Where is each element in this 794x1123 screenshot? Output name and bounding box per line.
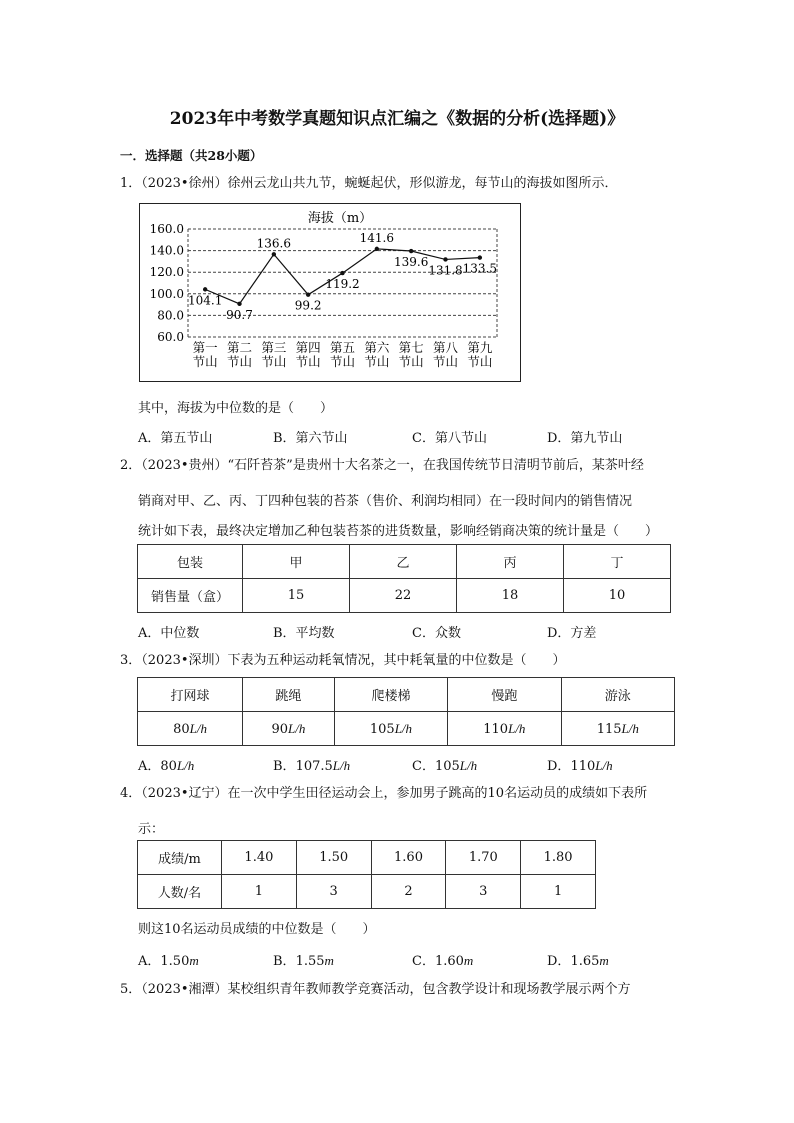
y-tick-label: 160.0	[149, 222, 184, 236]
data-point	[478, 255, 482, 259]
q1-option-d[interactable]: D．第九节山	[547, 431, 623, 446]
table-cell: 人数/名	[138, 875, 222, 909]
question-4-line-2: 示：	[138, 822, 165, 837]
q4-option-b[interactable]: B．1.55m	[273, 953, 334, 969]
q2-option-c[interactable]: C．众数	[412, 626, 461, 641]
data-label: 90.7	[226, 307, 253, 322]
data-label: 133.5	[462, 261, 498, 276]
question-2-line-3: 统计如下表，最终决定增加乙种包装苔茶的进货数量，影响经销商决策的统计量是（ ）	[138, 524, 659, 539]
question-2-line-1: 2．（2023•贵州）“石阡苔茶”是贵州十大名茶之一，在我国传统节日清明节前后，某茶叶经	[120, 458, 644, 473]
y-tick-label: 100.0	[149, 286, 184, 301]
x-tick-label: 节山	[192, 354, 218, 369]
table-cell: 打网球	[138, 678, 243, 712]
data-point	[375, 247, 379, 251]
table-cell: 爬楼梯	[334, 678, 447, 712]
q3-option-c[interactable]: C．105L/h	[412, 758, 478, 774]
question-2-line-2: 销商对甲、乙、丙、丁四种包装的苔茶（售价、利润均相同）在一段时间内的销售情况	[138, 494, 633, 509]
data-label: 141.6	[359, 230, 395, 245]
table-cell: 10	[564, 579, 671, 613]
y-tick-label: 80.0	[157, 308, 184, 323]
table-cell: 销售量（盒）	[138, 579, 243, 613]
x-tick-label: 节山	[398, 354, 424, 369]
x-tick-label: 节山	[432, 354, 459, 369]
table-cell: 丙	[457, 545, 564, 579]
table-cell: 105L/h	[334, 712, 447, 746]
q1-option-c[interactable]: C．第八节山	[412, 431, 487, 446]
table-cell: 1.80	[521, 841, 596, 875]
x-tick-label: 第四	[295, 340, 321, 355]
x-tick-label: 第七	[398, 340, 424, 355]
q4-option-d[interactable]: D．1.65m	[547, 953, 609, 969]
question-1-text: 1．（2023•徐州）徐州云龙山共九节，蜿蜒起伏，形似游龙，每节山的海拔如图所示．	[120, 176, 618, 191]
data-point	[272, 252, 276, 256]
table-cell: 90L/h	[243, 712, 335, 746]
x-tick-label: 第三	[261, 340, 287, 355]
table-row	[138, 545, 671, 579]
question-4-prompt: 则这10名运动员成绩的中位数是（ ）	[138, 922, 376, 937]
table-cell: 跳绳	[243, 678, 335, 712]
table-cell: 3	[296, 875, 371, 909]
data-label: 136.6	[256, 236, 292, 251]
table-cell: 成绩/m	[138, 841, 222, 875]
data-point	[306, 292, 310, 296]
table-cell: 包装	[138, 545, 243, 579]
x-tick-label: 第六	[364, 340, 390, 355]
x-tick-label: 第九	[467, 340, 493, 355]
chart-title: 海拔（m）	[307, 211, 373, 226]
q4-option-a[interactable]: A．1.50m	[138, 953, 199, 969]
table-cell: 1	[222, 875, 297, 909]
data-label: 139.6	[393, 255, 429, 270]
y-tick-label: 60.0	[157, 330, 184, 344]
x-tick-label: 第二	[226, 340, 253, 355]
table-cell: 3	[446, 875, 521, 909]
x-tick-label: 第五	[329, 340, 356, 355]
q1-option-b[interactable]: B．第六节山	[273, 431, 348, 446]
q3-option-b[interactable]: B．107.5L/h	[273, 758, 351, 774]
question-4-line-1: 4．（2023•辽宁）在一次中学生田径运动会上，参加男子跳高的10名运动员的成绩如下表所	[120, 786, 648, 801]
x-tick-label: 第八	[432, 340, 459, 355]
x-tick-label: 第一	[192, 340, 218, 355]
jump-table	[137, 840, 596, 909]
data-point	[237, 302, 241, 306]
q4-option-c[interactable]: C．1.60m	[412, 953, 474, 969]
x-tick-label: 节山	[261, 354, 287, 369]
table-cell: 15	[243, 579, 350, 613]
x-tick-label: 节山	[329, 354, 356, 369]
table-cell: 18	[457, 579, 564, 613]
q1-option-a[interactable]: A．第五节山	[138, 431, 213, 446]
x-tick-label: 节山	[295, 354, 321, 369]
table-cell: 110L/h	[448, 712, 561, 746]
oxygen-table	[137, 677, 675, 746]
table-row	[138, 678, 675, 712]
table-cell: 115L/h	[561, 712, 674, 746]
table-cell: 1.70	[446, 841, 521, 875]
table-cell: 甲	[243, 545, 350, 579]
question-5-text: 5．（2023•湘潭）某校组织青年教师教学竞赛活动，包含教学设计和现场教学展示两个方	[120, 982, 631, 997]
q3-option-a[interactable]: A．80L/h	[138, 758, 195, 774]
table-cell: 80L/h	[138, 712, 243, 746]
q3-option-d[interactable]: D．110L/h	[547, 758, 613, 774]
q2-option-b[interactable]: B．平均数	[273, 626, 335, 641]
x-tick-label: 节山	[364, 354, 390, 369]
data-label: 104.1	[187, 293, 223, 308]
table-cell: 游泳	[561, 678, 674, 712]
table-cell: 1	[521, 875, 596, 909]
table-row	[138, 841, 596, 875]
altitude-line-chart	[140, 204, 520, 381]
y-tick-label: 120.0	[149, 265, 184, 280]
altitude-chart	[139, 203, 521, 382]
q2-option-d[interactable]: D．方差	[547, 626, 597, 641]
table-cell: 1.40	[222, 841, 297, 875]
table-cell: 22	[350, 579, 457, 613]
table-cell: 丁	[564, 545, 671, 579]
data-label: 99.2	[294, 298, 322, 313]
table-cell: 慢跑	[448, 678, 561, 712]
data-point	[443, 257, 447, 261]
table-cell: 2	[371, 875, 446, 909]
q2-option-a[interactable]: A．中位数	[138, 626, 200, 641]
section-heading: 一．选择题（共28小题）	[120, 148, 263, 163]
table-row	[138, 579, 671, 613]
sales-table	[137, 544, 671, 613]
page-title: 2023年中考数学真题知识点汇编之《数据的分析(选择题)》	[169, 109, 625, 129]
table-row	[138, 875, 596, 909]
question-3-text: 3．（2023•深圳）下表为五种运动耗氧情况，其中耗氧量的中位数是（ ）	[120, 653, 566, 668]
data-point	[340, 271, 344, 275]
table-cell: 1.60	[371, 841, 446, 875]
x-tick-label: 节山	[467, 354, 493, 369]
table-cell: 乙	[350, 545, 457, 579]
data-label: 119.2	[325, 277, 360, 292]
data-point	[203, 287, 207, 291]
question-1-prompt: 其中，海拔为中位数的是（ ）	[138, 401, 334, 416]
x-tick-label: 节山	[226, 354, 253, 369]
table-cell: 1.50	[296, 841, 371, 875]
table-row	[138, 712, 675, 746]
data-label: 131.8	[428, 263, 463, 278]
data-point	[409, 249, 413, 253]
y-tick-label: 140.0	[149, 243, 184, 258]
